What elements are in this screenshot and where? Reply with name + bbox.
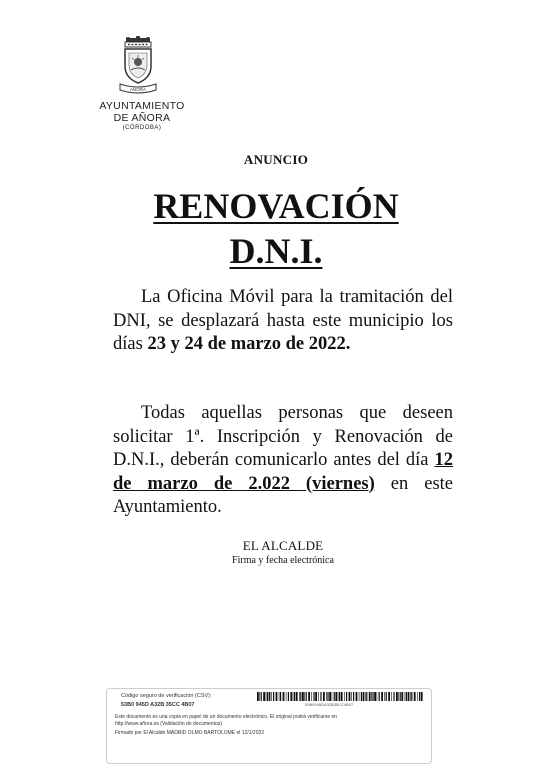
paragraph-1 <box>113 286 453 357</box>
csv-signed-by: Firmado por El Alcalde MADRID OLMO BARTOLOME el 12/1/2022 <box>115 730 265 736</box>
csv-label: Código seguro de verificación (CSV): <box>121 693 212 699</box>
barcode-text: 53B0945DA32B35CC4B07 <box>305 702 354 707</box>
verification-box <box>106 688 432 764</box>
paragraph-1-text: La Oficina Móvil para la tramitación del DNI, se desplazará hasta este municipio los días <box>113 287 453 354</box>
paragraph-2 <box>113 402 453 520</box>
barcode-icon <box>257 692 423 701</box>
signature-title: EL ALCALDE <box>242 538 324 553</box>
organization-name <box>84 100 200 132</box>
municipal-logo <box>116 36 160 98</box>
csv-url[interactable]: http://www.añora.es (Validación de documentos) <box>115 721 222 727</box>
notice-title-line-2: D.N.I. <box>229 231 323 271</box>
svg-text:AÑORA: AÑORA <box>129 87 147 92</box>
paragraph-2-text: Todas aquellas personas que deseen solicitar 1ª. Inscripción y Renovación de D.N.I., deberán comunicarlo antes del día <box>113 403 453 470</box>
paragraph-2-deadline: 12 de marzo de 2.022 (viernes) <box>113 450 453 494</box>
paragraph-1-dates: 23 y 24 de marzo de 2022. <box>147 334 351 354</box>
notice-title-line-1: RENOVACIÓN <box>153 186 399 226</box>
paragraph-2-text-end: en este Ayuntamiento. <box>113 473 453 517</box>
csv-code: 53B0 945D A32B 35CC 4B07 <box>121 702 195 708</box>
org-line-3: (CÓRDOBA) <box>122 125 162 131</box>
org-line-2: DE AÑORA <box>113 112 171 124</box>
notice-heading: ANUNCIO <box>243 152 309 167</box>
org-line-1: AYUNTAMIENTO <box>99 100 185 112</box>
csv-note: Este documento es una copia en papel de un documento electrónico. El original podrá verificarse en <box>115 714 338 720</box>
coat-of-arms-icon <box>116 36 160 98</box>
signature-subtitle: Firma y fecha electrónica <box>232 555 334 566</box>
